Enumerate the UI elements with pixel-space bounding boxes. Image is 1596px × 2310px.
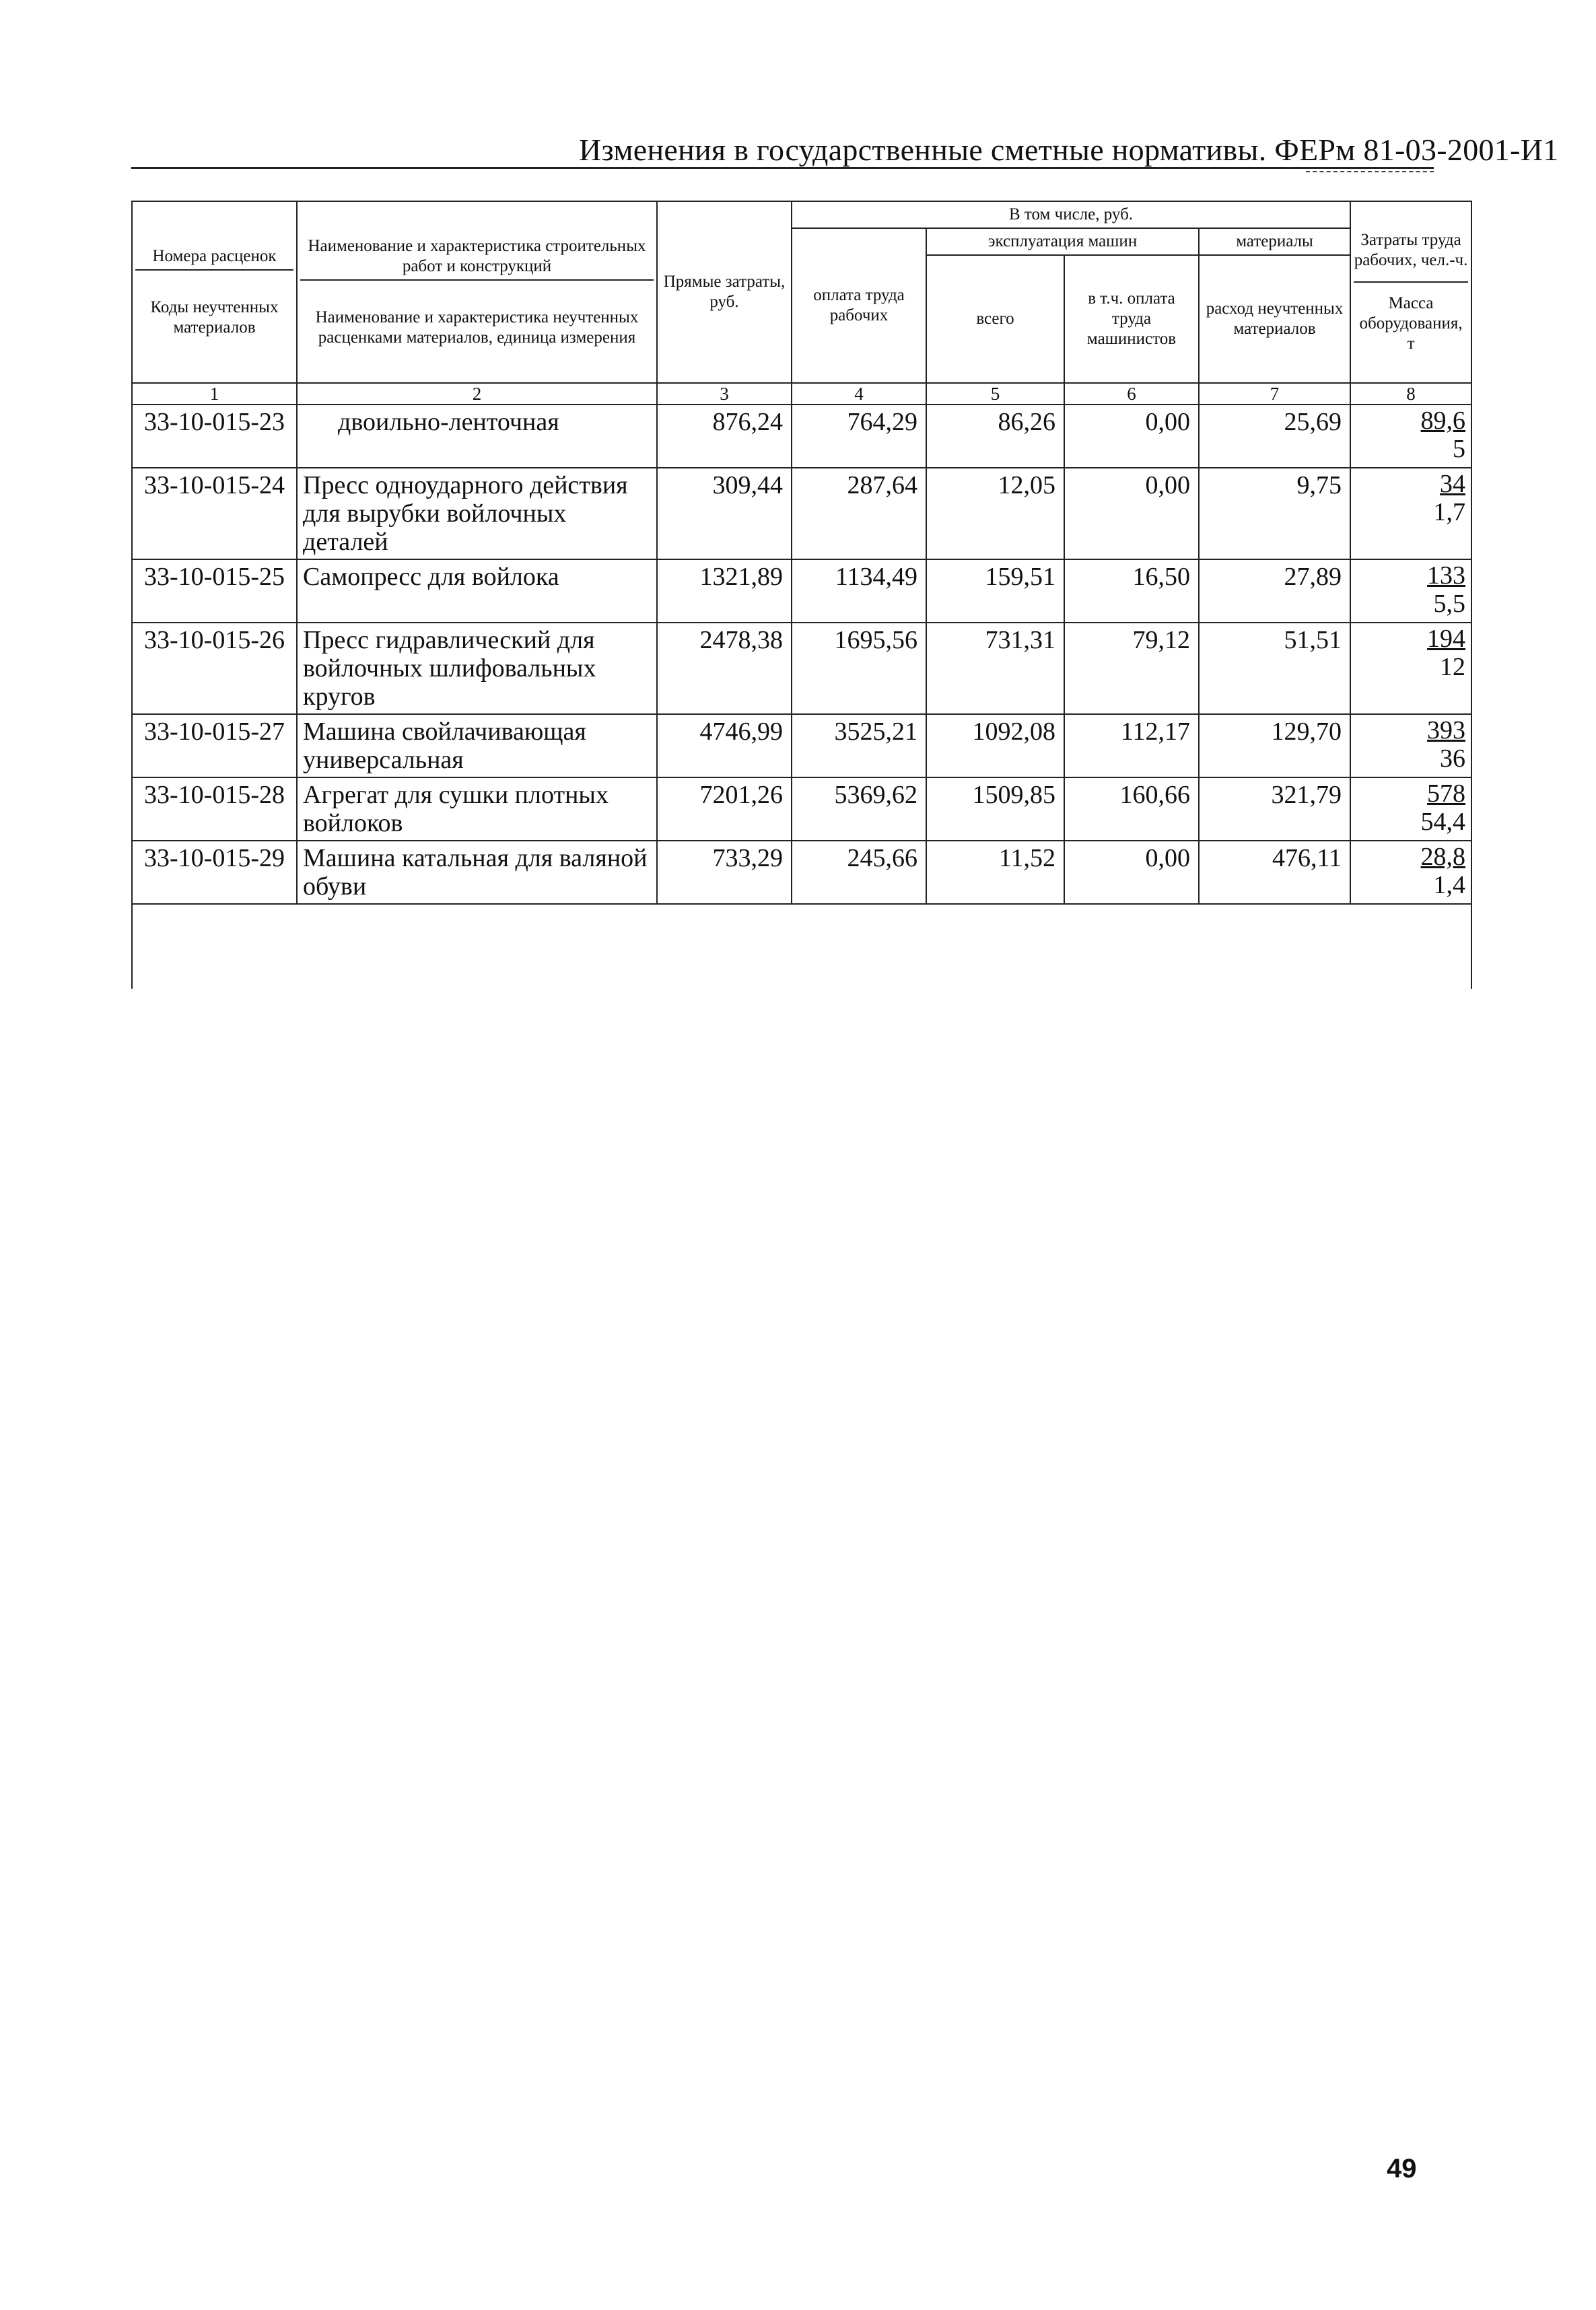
cell-name: Агрегат для сушки плотных войлоков	[297, 777, 657, 841]
cell-machines-total: 1092,08	[926, 714, 1064, 777]
cell-direct: 876,24	[657, 405, 792, 468]
cell-materials: 476,11	[1199, 841, 1350, 904]
cell-machine-operators: 0,00	[1064, 841, 1199, 904]
cell-machines-total: 1509,85	[926, 777, 1064, 841]
header-col1-bottom: Коды неучтенных материалов	[150, 298, 279, 337]
cell-code: 33-10-015-23	[132, 405, 297, 468]
header-col2	[297, 201, 657, 383]
cell-labor-hours: 578	[1427, 779, 1466, 808]
header-col8	[1350, 201, 1471, 383]
cell-direct: 7201,26	[657, 777, 792, 841]
cell-labor-mass	[1350, 777, 1471, 841]
cell-name: Самопресс для войлока	[297, 559, 657, 623]
cell-mass: 5	[1453, 435, 1466, 463]
cell-name: Пресс гидравлический для войлочных шлифовальных кругов	[297, 623, 657, 714]
cell-mass: 12	[1440, 653, 1466, 681]
cell-labor: 245,66	[792, 841, 926, 904]
header-group-v-tom-chisle: В том числе, руб.	[792, 201, 1350, 228]
cell-labor-mass	[1350, 841, 1471, 904]
cell-mass: 36	[1440, 744, 1466, 773]
column-number: 4	[792, 383, 926, 405]
header-col8-top: Затраты труда рабочих, чел.-ч.	[1354, 231, 1468, 269]
cell-materials: 27,89	[1199, 559, 1350, 623]
cell-labor-hours: 34	[1440, 470, 1466, 498]
cell-labor: 5369,62	[792, 777, 926, 841]
empty-cell	[132, 904, 1471, 989]
document-header-title: Изменения в государственные сметные нормативы. ФЕРм 81-03-2001-И1	[579, 133, 1559, 167]
cell-mass: 1,7	[1433, 498, 1466, 526]
header-col7: расход неучтенных материалов	[1199, 255, 1350, 383]
cell-materials: 129,70	[1199, 714, 1350, 777]
cell-labor-mass	[1350, 468, 1471, 559]
cell-machine-operators: 0,00	[1064, 405, 1199, 468]
cell-machines-total: 12,05	[926, 468, 1064, 559]
cell-code: 33-10-015-25	[132, 559, 297, 623]
cell-labor: 764,29	[792, 405, 926, 468]
cell-machine-operators: 0,00	[1064, 468, 1199, 559]
column-number: 5	[926, 383, 1064, 405]
header-col1	[132, 201, 297, 383]
cell-direct: 4746,99	[657, 714, 792, 777]
header-group-ekspluatatsiya: эксплуатация машин	[926, 228, 1199, 255]
cell-machine-operators: 112,17	[1064, 714, 1199, 777]
empty-table-row	[132, 904, 1471, 989]
column-number: 3	[657, 383, 792, 405]
cell-labor: 1134,49	[792, 559, 926, 623]
column-number: 2	[297, 383, 657, 405]
cell-name: двоильно-ленточная	[297, 405, 657, 468]
cell-code: 33-10-015-29	[132, 841, 297, 904]
cell-materials: 321,79	[1199, 777, 1350, 841]
header-col2-top: Наименование и характеристика строительных работ и конструкций	[308, 237, 646, 275]
header-rule	[131, 167, 1434, 169]
header-col4: оплата труда рабочих	[792, 228, 926, 383]
cell-direct: 2478,38	[657, 623, 792, 714]
cell-labor: 3525,21	[792, 714, 926, 777]
header-col8-divider	[1354, 281, 1468, 283]
cell-name: Машина свойлачивающая универсальная	[297, 714, 657, 777]
cell-labor-hours: 28,8	[1420, 843, 1466, 871]
column-number-row	[132, 383, 1471, 405]
cell-materials: 51,51	[1199, 623, 1350, 714]
cell-direct: 309,44	[657, 468, 792, 559]
cell-machine-operators: 160,66	[1064, 777, 1199, 841]
cell-mass: 5,5	[1433, 590, 1466, 618]
column-number: 7	[1199, 383, 1350, 405]
cell-mass: 54,4	[1420, 808, 1466, 836]
column-number: 1	[132, 383, 297, 405]
column-number: 8	[1350, 383, 1471, 405]
cell-name: Пресс одноударного действия для вырубки войлочных деталей	[297, 468, 657, 559]
header-col2-divider	[300, 279, 654, 281]
header-rule-dashed	[1306, 171, 1434, 172]
cell-machines-total: 159,51	[926, 559, 1064, 623]
cell-machine-operators: 16,50	[1064, 559, 1199, 623]
cell-labor: 287,64	[792, 468, 926, 559]
page-number: 49	[1387, 2154, 1417, 2183]
cell-materials: 25,69	[1199, 405, 1350, 468]
header-col3: Прямые затраты, руб.	[657, 201, 792, 383]
column-number: 6	[1064, 383, 1199, 405]
table-row	[132, 405, 1471, 468]
header-col6: в т.ч. оплата труда машинистов	[1064, 255, 1199, 383]
cell-direct: 1321,89	[657, 559, 792, 623]
cell-labor-hours: 89,6	[1420, 407, 1466, 435]
cell-labor-hours: 133	[1427, 561, 1466, 590]
header-col1-divider	[135, 269, 293, 271]
cell-code: 33-10-015-26	[132, 623, 297, 714]
header-group-materialy: материалы	[1199, 228, 1350, 255]
table-row	[132, 623, 1471, 714]
cell-labor-mass	[1350, 623, 1471, 714]
cell-machine-operators: 79,12	[1064, 623, 1199, 714]
cell-name: Машина катальная для валяной обуви	[297, 841, 657, 904]
cell-machines-total: 731,31	[926, 623, 1064, 714]
cell-labor: 1695,56	[792, 623, 926, 714]
cell-machines-total: 86,26	[926, 405, 1064, 468]
table-row	[132, 468, 1471, 559]
cell-labor-mass	[1350, 405, 1471, 468]
cell-labor-hours: 393	[1427, 716, 1466, 744]
cell-labor-mass	[1350, 714, 1471, 777]
header-col1-top: Номера расценок	[152, 247, 277, 265]
header-col8-bottom: Масса оборудования, т	[1359, 294, 1463, 353]
cell-labor-hours: 194	[1427, 625, 1466, 653]
table-row	[132, 777, 1471, 841]
cell-code: 33-10-015-28	[132, 777, 297, 841]
cell-materials: 9,75	[1199, 468, 1350, 559]
header-col2-bottom: Наименование и характеристика неучтенных расценками материалов, единица измерения	[315, 308, 639, 347]
table-row	[132, 714, 1471, 777]
header-col5: всего	[926, 255, 1064, 383]
table-row	[132, 559, 1471, 623]
cell-machines-total: 11,52	[926, 841, 1064, 904]
cell-mass: 1,4	[1433, 871, 1466, 899]
cell-code: 33-10-015-27	[132, 714, 297, 777]
norms-table	[131, 201, 1472, 989]
cell-labor-mass	[1350, 559, 1471, 623]
cell-code: 33-10-015-24	[132, 468, 297, 559]
table-row	[132, 841, 1471, 904]
cell-direct: 733,29	[657, 841, 792, 904]
